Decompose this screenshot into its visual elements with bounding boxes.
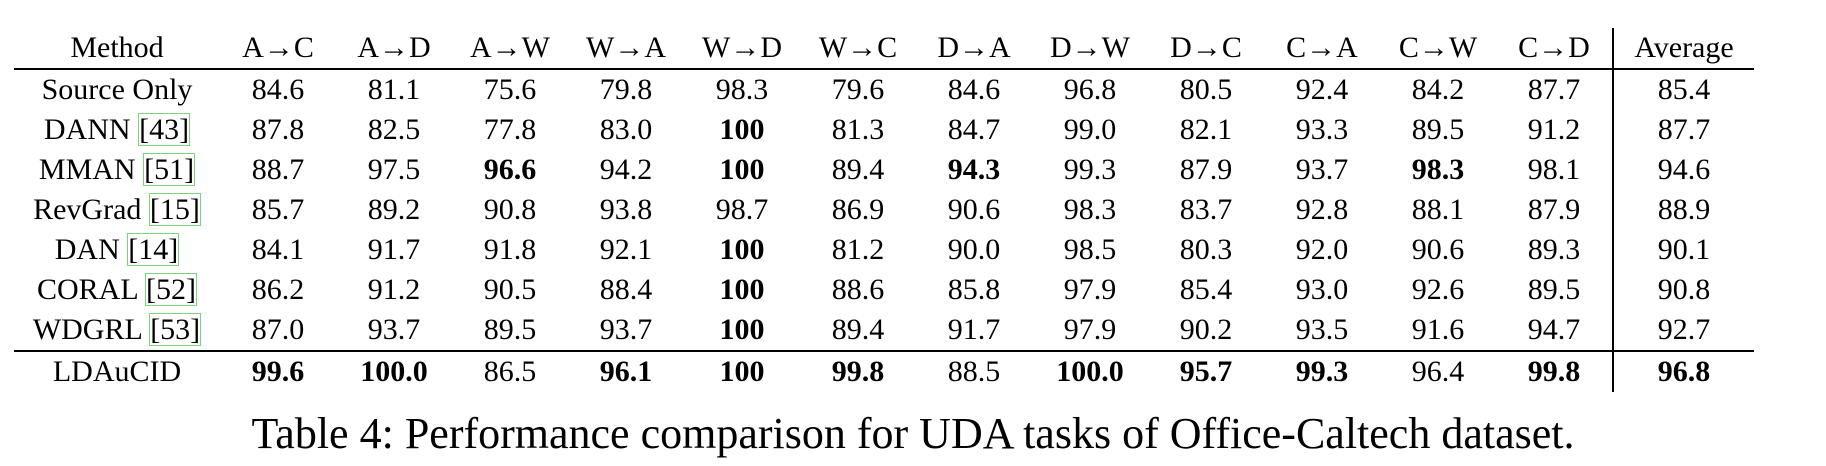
value-cell: 100.0 — [360, 355, 428, 388]
value-cell: 89.4 — [831, 313, 885, 346]
value-cell: 87.0 — [251, 313, 305, 346]
value-cell: 99.3 — [1063, 153, 1117, 186]
table-header — [14, 28, 1754, 69]
value-cell: 96.6 — [483, 153, 537, 186]
method-name: WDGRL — [32, 313, 142, 346]
value-cell: 99.6 — [251, 355, 305, 388]
value-cell: 95.7 — [1179, 355, 1233, 388]
method-cell — [14, 190, 220, 230]
value-cell: 90.6 — [1411, 233, 1465, 266]
results-table-container — [0, 28, 1826, 392]
table-row — [14, 230, 1754, 270]
value-cell: 85.8 — [947, 273, 1001, 306]
citation-link[interactable]: [51] — [144, 153, 195, 186]
method-name: LDAuCID — [52, 355, 182, 388]
table-body — [14, 69, 1754, 392]
results-table — [14, 28, 1754, 392]
value-cell: 80.3 — [1179, 233, 1233, 266]
value-cell: 85.4 — [1179, 273, 1233, 306]
value-cell: 98.3 — [1063, 193, 1117, 226]
value-cell: 88.7 — [251, 153, 305, 186]
value-cell: 91.8 — [483, 233, 537, 266]
value-cell: 84.6 — [251, 73, 305, 106]
method-cell — [14, 150, 220, 190]
column-header-task: C→D — [1518, 31, 1590, 64]
value-cell: 100 — [719, 355, 765, 388]
value-cell: 98.7 — [715, 193, 769, 226]
column-header-task: D→W — [1050, 31, 1130, 64]
value-cell: 91.7 — [947, 313, 1001, 346]
value-cell: 82.1 — [1179, 113, 1233, 146]
method-cell — [14, 310, 220, 351]
value-cell: 99.3 — [1295, 355, 1349, 388]
column-header-average: Average — [1613, 28, 1754, 69]
value-cell: 99.8 — [1527, 355, 1581, 388]
value-cell: 94.7 — [1527, 313, 1581, 346]
table-row — [14, 69, 1754, 110]
column-header-method: Method — [70, 31, 164, 64]
method-name: Source Only — [41, 73, 193, 106]
value-cell: 93.0 — [1295, 273, 1349, 306]
table-row — [14, 150, 1754, 190]
value-cell: 79.6 — [831, 73, 885, 106]
value-cell: 88.1 — [1411, 193, 1465, 226]
method-name: MMAN — [38, 153, 136, 186]
column-header-task: A→D — [357, 31, 431, 64]
method-name: RevGrad — [33, 193, 142, 226]
value-cell: 93.7 — [1295, 153, 1349, 186]
value-cell: 79.8 — [599, 73, 653, 106]
value-cell: 90.5 — [483, 273, 537, 306]
value-cell: 94.2 — [599, 153, 653, 186]
table-caption: Table 4: Performance comparison for UDA tasks of Office-Caltech dataset. — [251, 409, 1575, 458]
value-cell: 99.8 — [831, 355, 885, 388]
value-cell: 89.3 — [1527, 233, 1581, 266]
value-cell: 93.3 — [1295, 113, 1349, 146]
column-header-task: D→A — [937, 31, 1011, 64]
column-header-task: W→C — [818, 31, 898, 64]
value-cell: 82.5 — [367, 113, 421, 146]
value-cell: 90.6 — [947, 193, 1001, 226]
value-cell: 100 — [719, 113, 765, 146]
value-cell: 93.8 — [599, 193, 653, 226]
method-name: DANN — [43, 113, 131, 146]
method-name: DAN — [54, 233, 120, 266]
value-cell: 83.0 — [599, 113, 653, 146]
average-cell: 85.4 — [1613, 69, 1754, 110]
value-cell: 96.8 — [1063, 73, 1117, 106]
value-cell: 97.9 — [1063, 273, 1117, 306]
column-header-task: C→A — [1286, 31, 1358, 64]
value-cell: 81.2 — [831, 233, 885, 266]
citation-link[interactable]: [15] — [149, 193, 200, 226]
value-cell: 97.5 — [367, 153, 421, 186]
value-cell: 88.6 — [831, 273, 885, 306]
value-cell: 90.2 — [1179, 313, 1233, 346]
value-cell: 86.2 — [251, 273, 305, 306]
value-cell: 96.4 — [1411, 355, 1465, 388]
table-row — [14, 351, 1754, 392]
value-cell: 98.1 — [1527, 153, 1581, 186]
value-cell: 98.3 — [1411, 153, 1465, 186]
value-cell: 85.7 — [251, 193, 305, 226]
value-cell: 84.6 — [947, 73, 1001, 106]
value-cell: 83.7 — [1179, 193, 1233, 226]
value-cell: 80.5 — [1179, 73, 1233, 106]
method-cell — [14, 110, 220, 150]
value-cell: 100 — [719, 233, 765, 266]
average-cell: 90.8 — [1613, 270, 1754, 310]
value-cell: 81.1 — [367, 73, 421, 106]
value-cell: 89.5 — [1527, 273, 1581, 306]
method-cell — [14, 69, 220, 110]
value-cell: 84.7 — [947, 113, 1001, 146]
citation-link[interactable]: [43] — [139, 113, 190, 146]
value-cell: 92.4 — [1295, 73, 1349, 106]
value-cell: 91.6 — [1411, 313, 1465, 346]
value-cell: 92.8 — [1295, 193, 1349, 226]
value-cell: 92.6 — [1411, 273, 1465, 306]
value-cell: 94.3 — [947, 153, 1001, 186]
value-cell: 93.7 — [367, 313, 421, 346]
method-cell — [14, 270, 220, 310]
value-cell: 87.9 — [1527, 193, 1581, 226]
column-header-task: W→D — [702, 31, 782, 64]
value-cell: 92.1 — [599, 233, 653, 266]
value-cell: 93.7 — [599, 313, 653, 346]
method-name: CORAL — [36, 273, 138, 306]
value-cell: 89.2 — [367, 193, 421, 226]
value-cell: 86.5 — [483, 355, 537, 388]
average-cell: 96.8 — [1613, 351, 1754, 392]
column-header-task: C→W — [1398, 31, 1478, 64]
value-cell: 97.9 — [1063, 313, 1117, 346]
value-cell: 96.1 — [599, 355, 653, 388]
value-cell: 88.4 — [599, 273, 653, 306]
value-cell: 89.5 — [483, 313, 537, 346]
average-cell: 87.7 — [1613, 110, 1754, 150]
value-cell: 100.0 — [1056, 355, 1124, 388]
value-cell: 100 — [719, 153, 765, 186]
value-cell: 99.0 — [1063, 113, 1117, 146]
column-header-task: W→A — [586, 31, 666, 64]
value-cell: 87.8 — [251, 113, 305, 146]
value-cell: 91.2 — [367, 273, 421, 306]
value-cell: 91.7 — [367, 233, 421, 266]
column-header-task: D→C — [1170, 31, 1242, 64]
table-row — [14, 190, 1754, 230]
value-cell: 90.8 — [483, 193, 537, 226]
value-cell: 91.2 — [1527, 113, 1581, 146]
method-cell — [14, 230, 220, 270]
average-cell: 88.9 — [1613, 190, 1754, 230]
average-cell: 94.6 — [1613, 150, 1754, 190]
value-cell: 90.0 — [947, 233, 1001, 266]
value-cell: 84.1 — [251, 233, 305, 266]
value-cell: 93.5 — [1295, 313, 1349, 346]
value-cell: 88.5 — [947, 355, 1001, 388]
value-cell: 92.0 — [1295, 233, 1349, 266]
value-cell: 86.9 — [831, 193, 885, 226]
value-cell: 89.5 — [1411, 113, 1465, 146]
value-cell: 84.2 — [1411, 73, 1465, 106]
value-cell: 98.3 — [715, 73, 769, 106]
value-cell: 75.6 — [483, 73, 537, 106]
column-header-task: A→C — [242, 31, 314, 64]
header-row — [14, 28, 1754, 69]
value-cell: 100 — [719, 273, 765, 306]
table-row — [14, 110, 1754, 150]
citation-link[interactable]: [14] — [128, 233, 179, 266]
table-row — [14, 270, 1754, 310]
value-cell: 81.3 — [831, 113, 885, 146]
citation-link[interactable]: [52] — [146, 273, 197, 306]
value-cell: 87.9 — [1179, 153, 1233, 186]
average-cell: 90.1 — [1613, 230, 1754, 270]
value-cell: 98.5 — [1063, 233, 1117, 266]
value-cell: 100 — [719, 313, 765, 346]
table-row — [14, 310, 1754, 351]
value-cell: 77.8 — [483, 113, 537, 146]
value-cell: 89.4 — [831, 153, 885, 186]
method-cell — [14, 351, 220, 392]
average-cell: 92.7 — [1613, 310, 1754, 351]
citation-link[interactable]: [53] — [150, 313, 201, 346]
column-header-task: A→W — [470, 31, 550, 64]
value-cell: 87.7 — [1527, 73, 1581, 106]
